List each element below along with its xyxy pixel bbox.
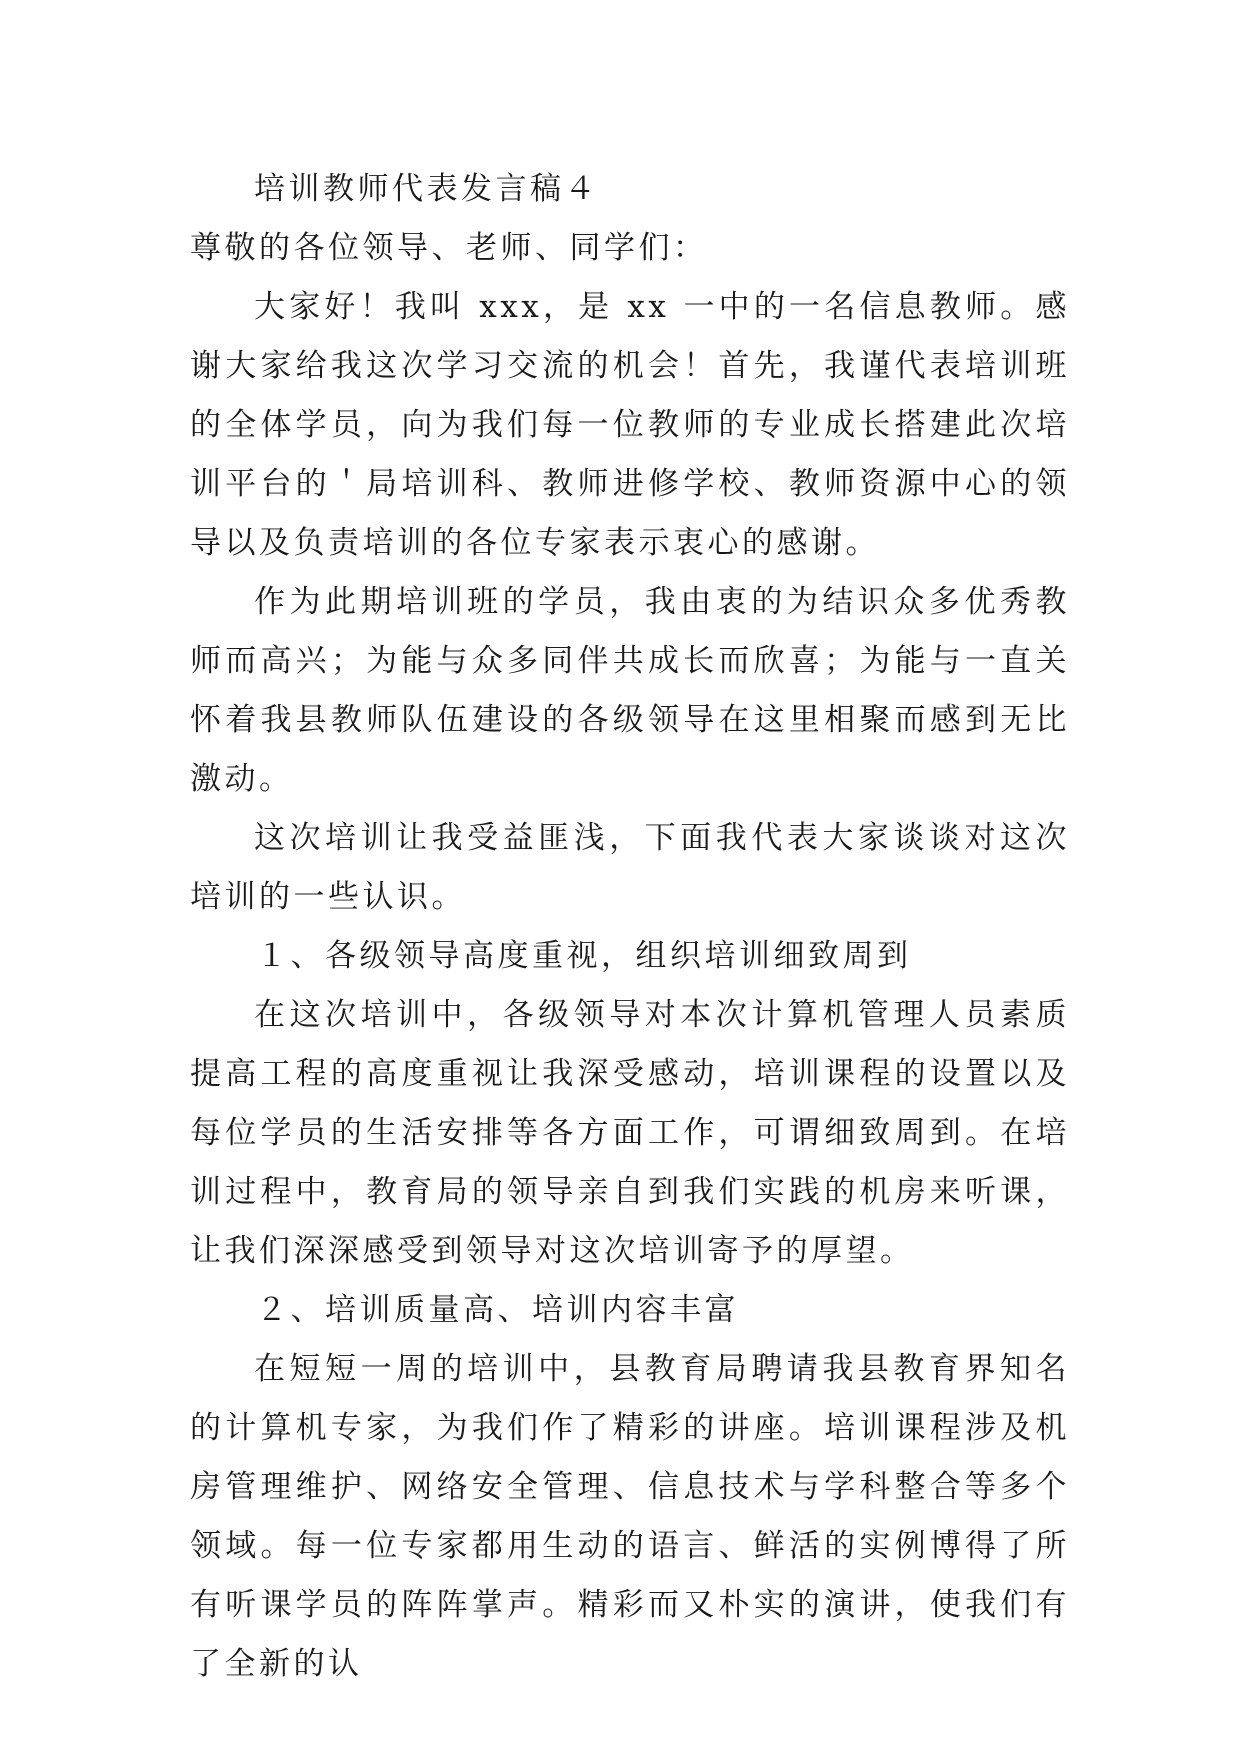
section-1-body: 在这次培训中，各级领导对本次计算机管理人员素质提高工程的高度重视让我深受感动，培训课程的设置以及每位学员的生活安排等各方面工作，可谓细致周到。在培训过程中，教育局的领导亲自到我们实践的机房来听课，让我们深深感受到领导对这次培训寄予的厚望。 [190,997,1070,1269]
paragraph-intro: 这次培训让我受益匪浅，下面我代表大家谈谈对这次培训的一些认识。 [190,820,1070,915]
section-1-heading: １、各级领导高度重视，组织培训细致周到 [256,938,912,974]
document-body [190,160,1070,1694]
document-title: 培训教师代表发言稿４ [254,171,599,207]
paragraph-feelings: 作为此期培训班的学员，我由衷的为结识众多优秀教师而高兴；为能与众多同伴共成长而欣喜；为能与一直关怀着我县教师队伍建设的各级领导在这里相聚而感到无比激动。 [190,584,1070,797]
salutation: 尊敬的各位领导、老师、同学们： [190,230,708,266]
section-2-body: 在短短一周的培训中，县教育局聘请我县教育界知名的计算机专家，为我们作了精彩的讲座。培训课程涉及机房管理维护、网络安全管理、信息技术与学科整合等多个领域。每一位专家都用生动的语言、鲜活的实例博得了所有听课学员的阵阵掌声。精彩而又朴实的演讲，使我们有了全新的认 [190,1351,1070,1682]
section-2-heading: ２、培训质量高、培训内容丰富 [256,1292,739,1328]
paragraph-greeting: 大家好！我叫 xxx，是 xx 一中的一名信息教师。感谢大家给我这次学习交流的机会！首先，我谨代表培训班的全体学员，向为我们每一位教师的专业成长搭建此次培训平台的＇局培训科、教师进修学校、教师资源中心的领导以及负责培训的各位专家表示衷心的感谢。 [190,289,1070,561]
